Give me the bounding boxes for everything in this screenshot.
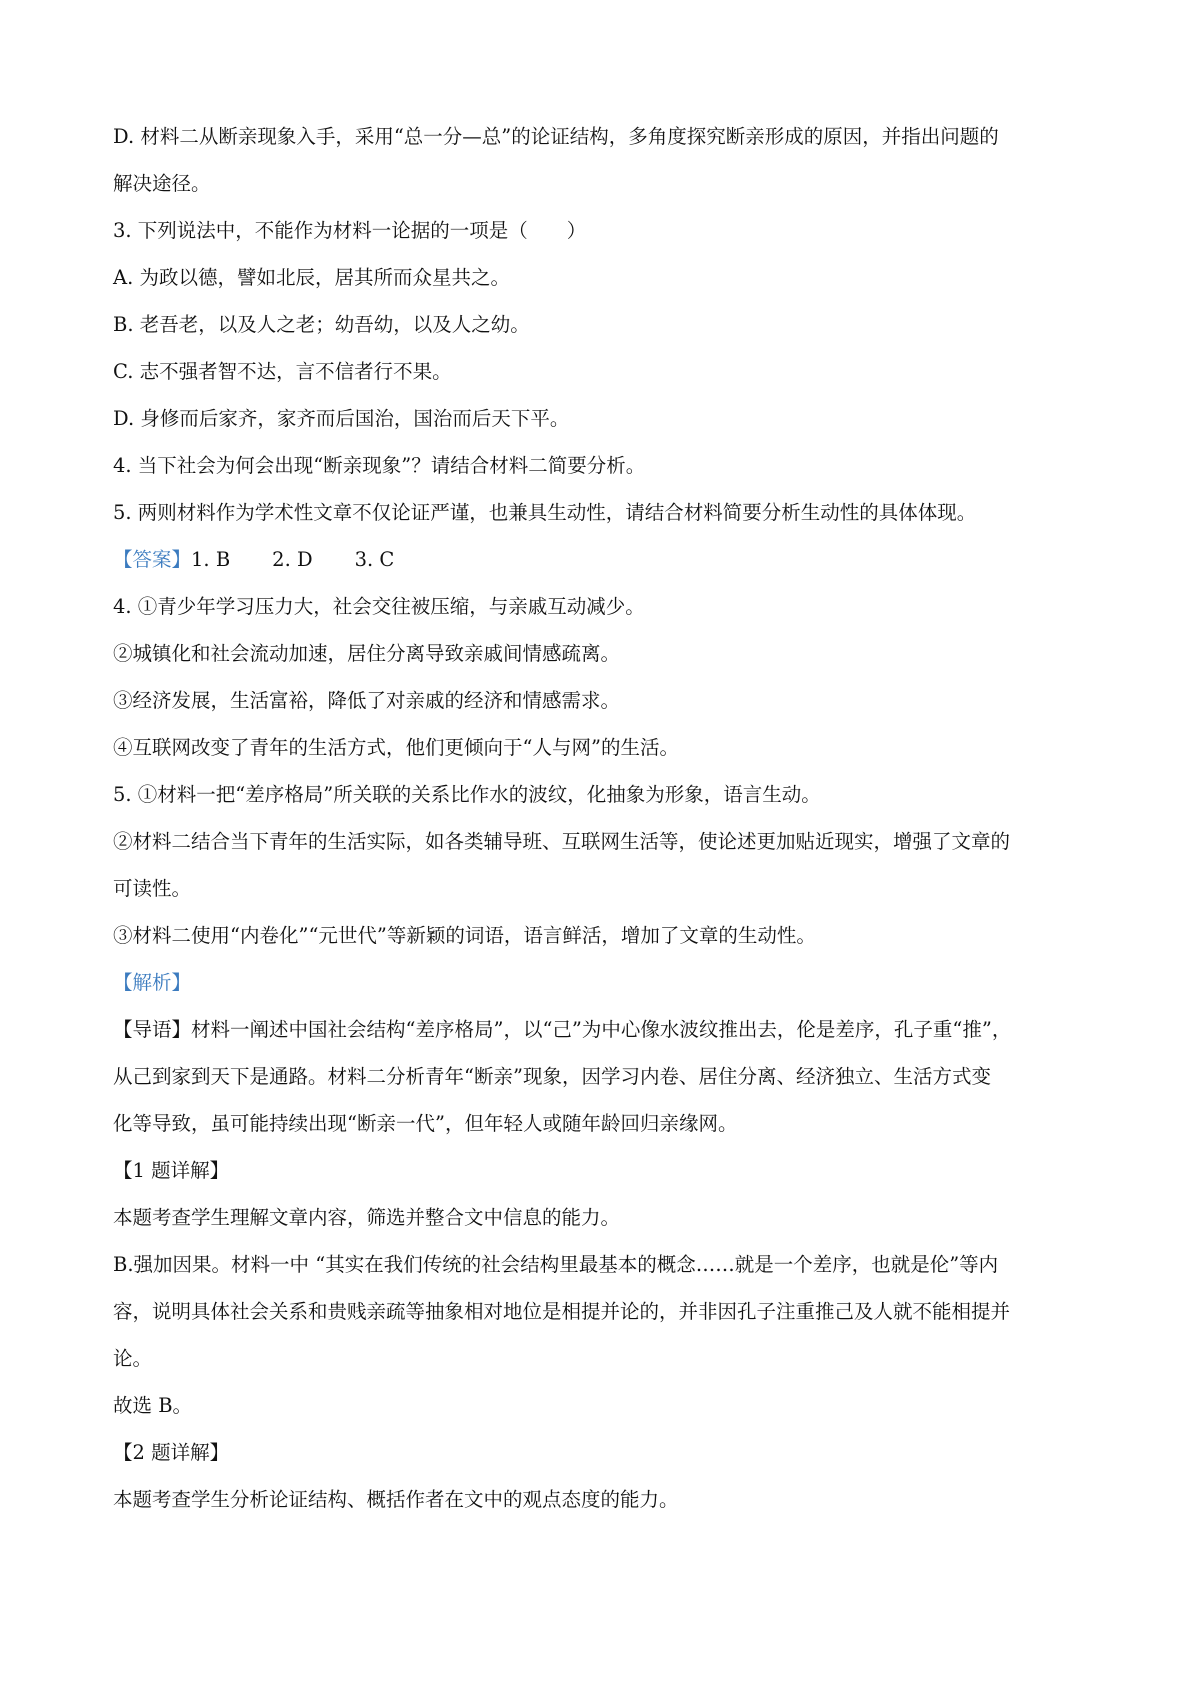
- option-d-line-2: 解决途径。: [113, 172, 211, 195]
- question-3-option-a: A. 为政以德，譬如北辰，居其所而众星共之。: [113, 266, 510, 289]
- answer-5-point-3: ③材料二使用“内卷化”“元世代”等新颖的词语，语言鲜活，增加了文章的生动性。: [113, 924, 816, 947]
- answer-value-1: 1. B: [191, 548, 231, 571]
- answer-5-point-1: 5. ①材料一把“差序格局”所关联的关系比作水的波纹，化抽象为形象，语言生动。: [113, 783, 821, 806]
- q2-detail-text: 本题考查学生分析论证结构、概括作者在文中的观点态度的能力。: [113, 1488, 679, 1511]
- question-3-option-d: D. 身修而后家齐，家齐而后国治，国治而后天下平。: [113, 407, 570, 430]
- question-3-option-c: C. 志不强者智不达，言不信者行不果。: [113, 360, 452, 383]
- answer-5-point-2-line-2: 可读性。: [113, 877, 192, 900]
- option-d-line-1: D. 材料二从断亲现象入手，采用“总一分—总”的论证结构，多角度探究断亲形成的原因，并指出问题的: [113, 125, 999, 148]
- answer-tag: 【答案】: [113, 548, 192, 571]
- answer-4-point-1: 4. ①青少年学习压力大，社会交往被压缩，与亲戚互动减少。: [113, 595, 645, 618]
- q2-detail-heading: 【2 题详解】: [113, 1441, 230, 1464]
- q1-detail-heading: 【1 题详解】: [113, 1159, 230, 1182]
- question-3: 3. 下列说法中，不能作为材料一论据的一项是（ ）: [113, 219, 587, 242]
- answer-4-point-3: ③经济发展，生活富裕，降低了对亲戚的经济和情感需求。: [113, 689, 621, 712]
- q1-conclusion: 故选 B。: [113, 1394, 193, 1417]
- intro-line-2: 从己到家到天下是通路。材料二分析青年“断亲”现象，因学习内卷、居住分离、经济独立、生活方式变: [113, 1065, 991, 1088]
- q1-explanation-line-3: 论。: [113, 1347, 153, 1370]
- answer-values: [191, 548, 394, 571]
- answer-5-point-2-line-1: ②材料二结合当下青年的生活实际，如各类辅导班、互联网生活等，使论述更加贴近现实，增强了文章的: [113, 830, 1011, 853]
- q1-detail-text: 本题考查学生理解文章内容，筛选并整合文中信息的能力。: [113, 1206, 621, 1229]
- answer-4-point-4: ④互联网改变了青年的生活方式，他们更倾向于“人与网”的生活。: [113, 736, 679, 759]
- intro-line-1: 【导语】材料一阐述中国社会结构“差序格局”，以“己”为中心像水波纹推出去，伦是差序，孔子重“推”，: [113, 1018, 1012, 1041]
- q1-explanation-line-2: 容，说明具体社会关系和贵贱亲疏等抽象相对地位是相提并论的，并非因孔子注重推己及人就不能相提并: [113, 1300, 1011, 1323]
- question-4: 4. 当下社会为何会出现“断亲现象”？请结合材料二简要分析。: [113, 454, 646, 477]
- analysis-tag: 【解析】: [113, 971, 192, 994]
- answer-value-3: 3. C: [354, 548, 395, 571]
- question-3-option-b: B. 老吾老，以及人之老；幼吾幼，以及人之幼。: [113, 313, 530, 336]
- intro-line-3: 化等导致，虽可能持续出现“断亲一代”，但年轻人或随年龄回归亲缘网。: [113, 1112, 738, 1135]
- answer-4-point-2: ②城镇化和社会流动加速，居住分离导致亲戚间情感疏离。: [113, 642, 621, 665]
- answer-line: [113, 536, 1102, 583]
- q1-explanation-line-1: B.强加因果。材料一中 “其实在我们传统的社会结构里最基本的概念……就是一个差序，也就是伦”等内: [113, 1253, 999, 1276]
- answer-value-2: 2. D: [272, 548, 313, 571]
- question-5: 5. 两则材料作为学术性文章不仅论证严谨，也兼具生动性，请结合材料简要分析生动性的具体体现。: [113, 501, 977, 524]
